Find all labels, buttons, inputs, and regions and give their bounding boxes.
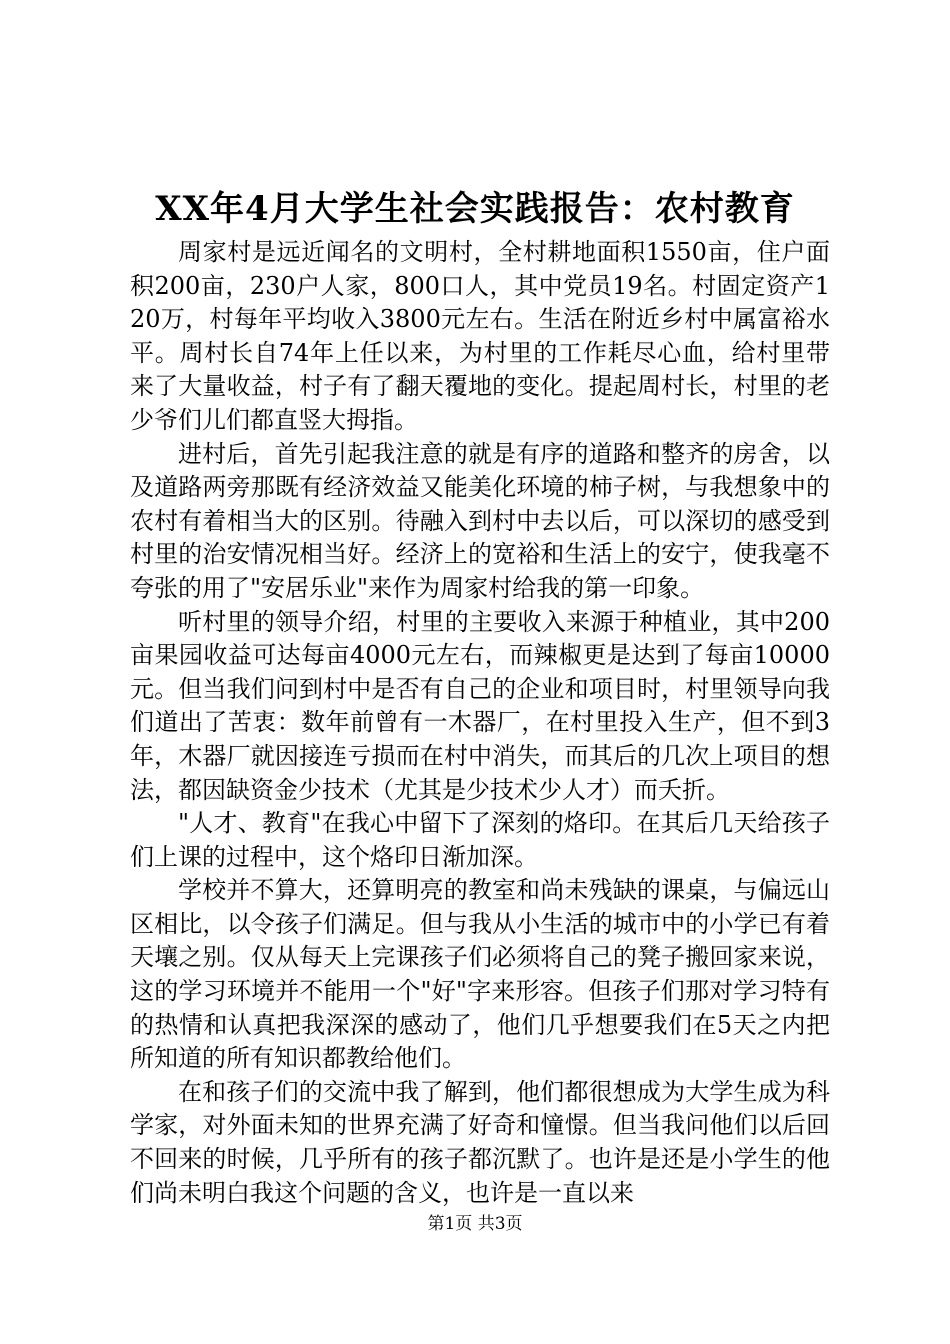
paragraph: "人才、教育"在我心中留下了深刻的烙印。在其后几天给孩子们上课的过程中，这个烙印日渐加深。 <box>130 809 830 871</box>
page-number-footer: 第1页 共3页 <box>427 1214 523 1234</box>
paragraph: 在和孩子们的交流中我了解到，他们都很想成为大学生成为科学家，对外面未知的世界充满了好奇和憧憬。但当我问他们以后回不回来的时候，几乎所有的孩子都沉默了。也许是还是小学生的他们尚未明白我这个问题的含义，也许是一直以来 <box>130 1077 830 1207</box>
document-body <box>130 236 830 1210</box>
paragraph: 进村后，首先引起我注意的就是有序的道路和整齐的房舍，以及道路两旁那既有经济效益又能美化环境的柿子树，与我想象中的农村有着相当大的区别。待融入到村中去以后，可以深切的感受到村里的治安情况相当好。经济上的宽裕和生活上的安宁，使我毫不夸张的用了"安居乐业"来作为周家村给我的第一印象。 <box>130 439 830 602</box>
document-title: XX年4月大学生社会实践报告：农村教育 <box>155 189 795 229</box>
paragraph: 周家村是远近闻名的文明村，全村耕地面积1550亩，住户面积200亩，230户人家，800口人，其中党员19名。村固定资产120万，村每年平均收入3800元左右。生活在附近乡村中属富裕水平。周村长自74年上任以来，为村里的工作耗尽心血，给村里带来了大量收益，村子有了翻天覆地的变化。提起周村长，村里的老少爷们儿们都直竖大拇指。 <box>130 238 830 434</box>
paragraph: 学校并不算大，还算明亮的教室和尚未残缺的课桌，与偏远山区相比，以令孩子们满足。但与我从小生活的城市中的小学已有着天壤之别。仅从每天上完课孩子们必须将自己的凳子搬回家来说，这的学习环境并不能用一个"好"字来形容。但孩子们那对学习特有的热情和认真把我深深的感动了，他们几乎想要我们在5天之内把所知道的所有知识都教给他们。 <box>130 876 830 1073</box>
paragraph: 听村里的领导介绍，村里的主要收入来源于种植业，其中200亩果园收益可达每亩4000元左右，而辣椒更是达到了每亩10000元。但当我们问到村中是否有自己的企业和项目时，村里领导向我们道出了苦衷：数年前曾有一木器厂，在村里投入生产，但不到3年，木器厂就因接连亏损而在村中消失，而其后的几次上项目的想法，都因缺资金少技术（尤其是少技术少人才）而夭折。 <box>130 607 830 804</box>
